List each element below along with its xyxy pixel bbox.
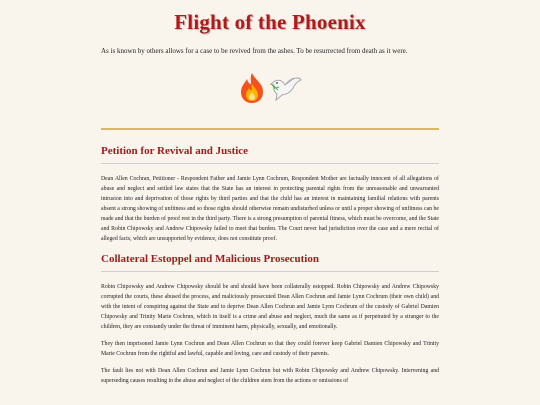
paragraph: They then imprisoned Jamie Lynn Cochrun and Dean Allen Cochrun so that they could forever keep Gabriel Damien Chipowsky and Trinity Marie Cochrun from the rightful and lawful, capable and loving, care and custody of their parents. [101, 341, 439, 357]
emoji-row [101, 72, 439, 106]
section-divider [101, 128, 439, 130]
dove-icon [270, 73, 302, 108]
page-title: Flight of the Phoenix [174, 10, 366, 34]
paragraph: The fault lies not with Dean Allen Cochrun and Jamie Lynn Cochrun but with Robin Chipowsky and Andrew Chipowsky. Intervening and superseding causes resulting in the abuse and neglect of the children stem from the actions or omissions of [101, 368, 439, 384]
heading-underline [101, 271, 439, 272]
paragraph: Robin Chipowsky and Andrew Chipowsky should be and should have been collaterally estopped. Robin Chipowsky and Andrew Chipowsky corrupted the courts, these abused the process, and maliciously prosecuted Dean Allen Cochrun and Jamie Lynn Cochrum (their own child) and with the intent of conspiring against the State and to deprive Dean Allen Cochrun and Jamie Lynn Cochrum of the custody of Gabriel Damien Chipowsky and Trinity Marie Cochrun, which in itself is a crime and abuse and neglect, much the same as if perpetrated by a stranger to the children, they are constantly under the threat of imminent harm, physically, sexually, and emotionally. [101, 284, 439, 330]
section-heading: Collateral Estoppel and Malicious Prosecution [101, 253, 319, 265]
heading-underline [101, 163, 439, 164]
fire-icon [238, 72, 266, 109]
section-heading: Petition for Revival and Justice [101, 145, 249, 157]
intro-text: As is known by others allows for a case to be revived from the ashes. To be resurrected from death as it were. [101, 47, 408, 55]
paragraph: Dean Allen Cochran, Petitioner - Respondent Father and Jamie Lynn Cochrum, Respondent Mother are factually innocent of all allegations of abuse and neglect and settled law states that the State has an interest in protecting parental rights from the unreasonable and unwarranted intrusion into and deprivation of those rights by third parties and that the child has an interest in maintaining familial relations with parents absent a strong showing of unfitness and so those rights should otherwise remain undisturbed unless or until a proper showing of unfitness can be made and that the burden of proof rest in the third party. There is a strong presumption of parental fitness, which must be overcome, and the State and Robin Chipowsky and Andrew Chipowsky failed to meet that burden. The Court never had jurisdiction over the case and a mere recital of alleged facts, which are unsupported by evidence, does not constitute proof. [101, 176, 439, 242]
